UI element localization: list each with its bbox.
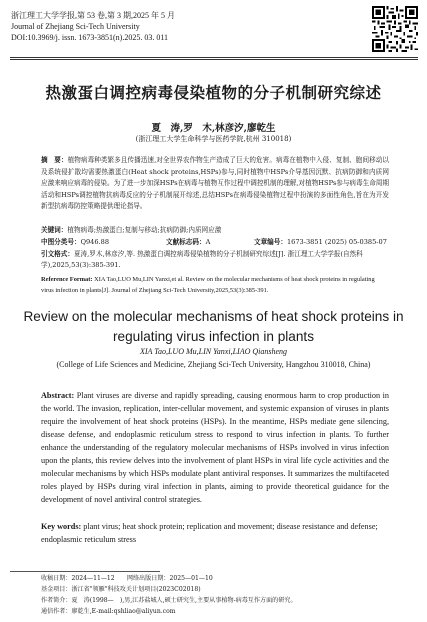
keywords-cn-label: 关键词： (41, 226, 68, 234)
journal-header-cn: 浙江理工大学学报,第 53 卷,第 3 期,2025 年 5 月 (11, 11, 175, 20)
clc-label: 中图分类号： (41, 238, 81, 246)
keywords-en-label: Key words: (41, 522, 82, 531)
header-rule (10, 57, 418, 58)
abstract-cn-text: 植物病毒种类繁多且传播迅速,对全世界农作物生产造成了巨大的危害。病毒在植物中入侵、复制、胞间移动以及系统侵扩散均需要热激蛋白(Heat shock proteins,HSPs)参与,同时植物中HSPs介导基因沉默、抗病防御和内质网应激来响应病毒的侵染。为了进一步加深HSPs在病毒与植物互作过程中调控机制的理解,对植物HSPs参与病毒生命周期活动和HSPs调控植物抗病毒反应的分子机制展开综述,总结HSPs在病毒侵染植物过程中扮演的多面性角色,旨在为开发新型抗病毒防控策略提供理论指导。 (41, 156, 390, 210)
doc-code-value: A (205, 238, 211, 246)
abstract-en (41, 389, 389, 506)
reference-format-text: XIA Tao,LUO Mu,LIN Yanxi,et al. Review on the molecular mechanisms of heat shock proteins in regulating virus infection in plants[J]. Journal of Zhejiang Sci-Tech University,2025,53(3):385-391. (41, 276, 375, 294)
authors-en: XIA Tao,LUO Mu,LIN Yanxi,LIAO Qiansheng (139, 347, 288, 356)
affiliation-en: (College of Life Sciences and Medicine, Zhejiang Sci-Tech University, Hangzhou 310018, China) (56, 360, 371, 369)
citation-cn (41, 249, 389, 271)
qr-code-icon (372, 6, 418, 52)
title-en (0, 307, 427, 347)
journal-header-en: Journal of Zhejiang Sci-Tech University (11, 22, 140, 31)
author-bio: 作者简介：夏 涛(1998— ),男,江苏盐城人,硕士研究生,主要从事植物-病毒互作方面的研究。 (41, 597, 297, 604)
abstract-cn-label: 摘 要： (41, 156, 68, 164)
doc-code-label: 文献标志码： (166, 238, 206, 246)
title-en-line-2: regulating virus infection in plants (113, 329, 314, 344)
abstract-cn (41, 155, 389, 213)
title-en-line-1: Review on the molecular mechanisms of heat shock proteins in (23, 309, 404, 324)
clc-value: Q946.88 (80, 238, 110, 246)
keywords-cn-text: 植物病毒;热激蛋白;复制与移动;抗病防御;内质网应激 (67, 226, 222, 234)
citation-cn-text: 夏涛,罗木,林彦汐,等. 热激蛋白调控病毒侵染植物的分子机制研究综述[J]. 浙江理工大学学报(自然科学),2025,53(3):385-391. (41, 250, 363, 269)
article-number-value: 1673-3851 (2025) 05-0385-07 (286, 238, 387, 246)
authors-cn: 夏 涛,罗 木,林彦汐,廖乾生 (151, 123, 276, 134)
fund-project: 基金项目：浙江省"领雁"科技攻关计划项目(2023C02018) (41, 586, 201, 593)
doi: DOI:10.3969/j. issn. 1673-3851(n).2025. 03. 011 (11, 33, 169, 42)
keywords-cn (41, 225, 389, 236)
reference-format-en (41, 275, 389, 296)
footnote-rule (10, 571, 160, 573)
keywords-en-text: plant virus; heat shock protein; replication and movement; disease resistance and defense; endoplasmic reticulum stress (41, 522, 378, 544)
keywords-en (41, 520, 389, 546)
affiliation-cn: (浙江理工大学生命科学与医药学院,杭州 310018) (135, 135, 292, 143)
corresponding-author: 通信作者：廖乾生,E-mail:qshliao@aliyun.com (41, 608, 176, 615)
title-cn: 热激蛋白调控病毒侵染植物的分子机制研究综述 (45, 84, 382, 102)
header-rule-thin (10, 59, 418, 60)
citation-cn-label: 引文格式： (41, 250, 74, 258)
abstract-en-text: Plant viruses are diverse and rapidly spreading, causing enormous harm to crop production in the world. The invasion, replication, inter-cellular movement, and systemic expansion of viruses in plants require the involvement of heat shock proteins (HSPs). In the meantime, HSPs mediate gene silencing, disease defense, and endoplasmic reticulum stress to respond to virus infection in plants. To further enhance the understanding of the regulatory molecular mechanisms of HSPs involved in virus infection upon the plants, this review delves into the involvement of plant HSPs in viral life cycle activities and the molecular mechanisms by which HSPs modulate plant antiviral responses. It summarizes the multifaceted roles played by HSPs during viral infection in plants, aiming to provide theoretical guidance for the development of novel antiviral control strategies. (41, 391, 390, 504)
article-number-label: 文章编号： (254, 238, 287, 246)
reference-format-label: Reference Format: (41, 276, 93, 283)
received-date: 收稿日期：2024—11—12 网络出版日期：2025—01—10 (41, 575, 213, 582)
abstract-en-label: Abstract: (41, 391, 75, 400)
